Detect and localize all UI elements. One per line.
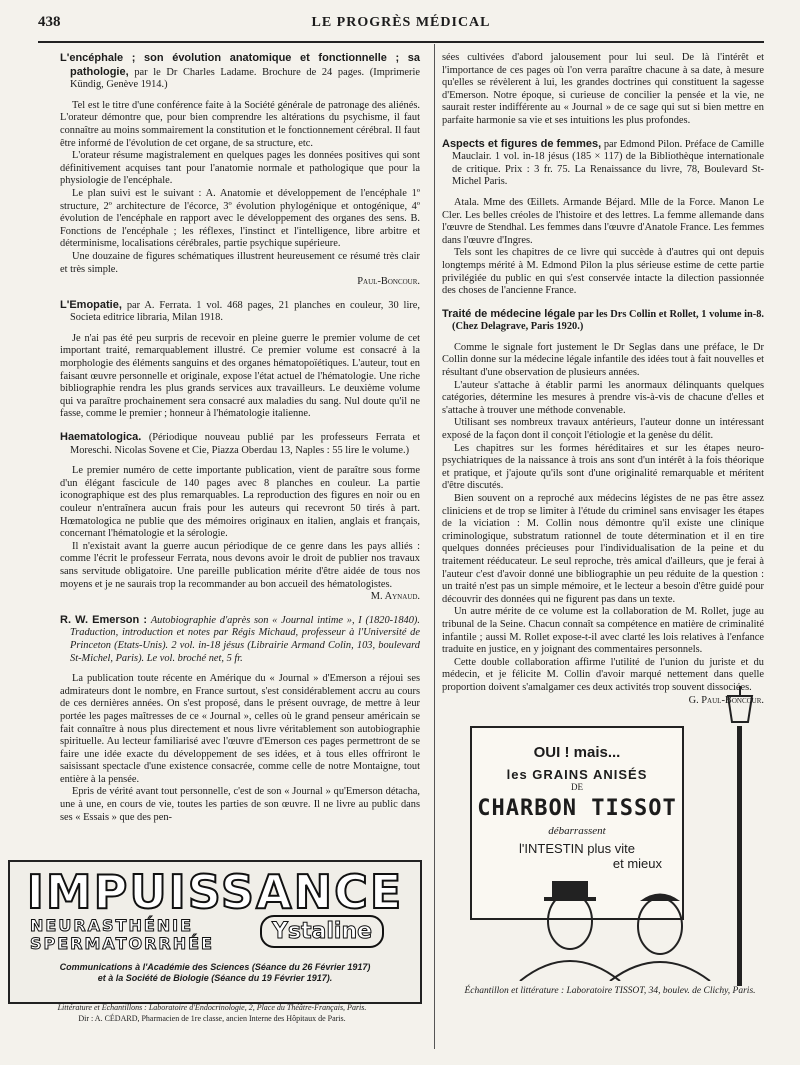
advert-brand: CHARBON TISSOT	[477, 796, 677, 821]
gentlemen-illustration	[490, 881, 730, 981]
paragraph: La publication toute récente en Amérique du « Journal » d'Emerson a réjoui ses admirateurs dont le nombre, en France surtout, s'est considérablement accru au cours de ces dernières années. On s'est proposé, dans le présent ouvrage, de mettre à leur portée les pages maîtresses de ce « Journal », celles où le grand penseur américain se fait connaître à nous plus directement et nous livre véritablement son autobiographie spirituelle. Au lecteur familiarisé avec l'œuvre d'Emerson ces pages permettront de se faire une idée exacte du développement de ses idées, et à tous elles offriront le saisissant spectacle d'une existence consacrée, comme celle de notre Montaigne, tout entière à la pensée.	[60, 673, 420, 785]
advert-line: débarrassent	[548, 825, 606, 837]
paragraph: Comme le signale fort justement le Dr Seglas dans une préface, le Dr Collin donne sur la médecine légale infantile des idées tout à fait nouvelles et résultant d'une observation de plusieurs années.	[442, 341, 764, 379]
paragraph: Utilisant ses nombreux travaux antérieurs, l'auteur donne un intéressant exposé de la façon dont il conçoit l'étiologie et la genèse du délit.	[442, 417, 764, 442]
paragraph: Il n'existait avant la guerre aucun périodique de ce genre dans les pays alliés : comme l'écrit le professeur Ferrata, nous devons avoir le droit de publier nos travaux sans servitude obligatoire. Une pareille publication mérite d'être aidée de tous nos moyens et je ne saurais trop la recommander au bon accueil des hématologistes.	[60, 540, 420, 590]
review-emopatie	[60, 299, 420, 325]
paragraph: sées cultivées d'abord jalousement pour lui seul. De là l'intérêt et l'importance de ces pages où l'on verra paraître chacune à sa date, à mesure qu'elles se révèlerent à lui, les grandes doctrines qui constituent la sagesse d'Emerson. Notre époque, si curieuse de concilier la pensée et la vie, ne saurait rester indifférente au « Journal » de ce sage qui sut si bien mettre en parfaite harmonie sa vie et ses intuitions les plus profondes.	[442, 52, 764, 126]
paragraph: Le premier numéro de cette importante publication, vient de paraître sous forme d'un élégant fascicule de 140 pages avec 8 planches en couleur. La partie iconographique est des plus remarquables. La reproduction des figures en noir ou en couleur n'entraînera aucun frais pour les auteurs qui recevront 50 tirés à part. Hœmatologica ne publie que des mémoires originaux en italien, anglais et français, concernant l'hématologie et la sérologie.	[60, 465, 420, 540]
advert-footer: Littérature et Echantillons : Laboratoire d'Endocrinologie, 2, Place du Théâtre-Français, Paris.	[57, 1003, 367, 1012]
entry-title: Aspects et figures de femmes,	[442, 137, 602, 150]
signature: Paul-Boncour.	[357, 276, 420, 288]
paragraph: Atala. Mme des Œillets. Armande Béjard. Mlle de la Force. Manon Le Cler. Les belles créoles de l'histoire et des lettres. La femme allemande dans l'œuvre de Stendhal. Les femmes dans l'œuvre d'Anatole France. Les femmes dans l'œuvre d'Ingres.	[442, 196, 764, 246]
advert-footer: Dir : A. CÉDARD, Pharmacien de 1re classe, ancien Interne des Hôpitaux de Paris.	[78, 1014, 346, 1023]
paragraph: Je n'ai pas été peu surpris de recevoir en pleine guerre le premier volume de cet important traité, remarquablement illustré. Ce premier volume est consacré à la morphologie des éléments sanguins et des organes hématopoïétiques. L'auteur, tout en faisant œuvre personnelle et originale, expose l'état actuel de l'hématologie. Une riche bibliographie rendra les plus grands services aux travailleurs. Le deuxième volume qui va paraître prochainement sera consacré aux maladies du sang. Nul doute qu'il ne fasse, comme le premier ; honneur à l'hématologie italienne.	[60, 332, 420, 420]
page-number: 438	[38, 14, 61, 30]
review-medecine-legale	[442, 308, 764, 334]
review-haematologica	[60, 431, 420, 457]
entry-meta: par les Drs Collin et Rollet, 1 volume in-8. (Chez Delagrave, Paris 1920.)	[452, 308, 764, 333]
advert-line: NEURASTHÉNIE	[30, 916, 194, 935]
paragraph: L'orateur résume magistralement en quelques pages les données positives qui sont définitivement acquises tant pour l'anatomie normale et pathologique que pour la physiologie de l'encéphale.	[60, 150, 420, 187]
advert-comm-line: et à la Société de Biologie (Séance du 19 Février 1917).	[97, 973, 333, 983]
paragraph: Les chapitres sur les formes héréditaires et sur les étapes neuro-psychiatriques de la naissance à trois ans sont d'un intérêt à la fois théorique et pratique, et j'ajoute qu'ils sont d'une originalité remarquable et méritent d'être discutés.	[442, 442, 764, 492]
paragraph: Un autre mérite de ce volume est la collaboration de M. Rollet, juge au tribunal de la Seine. Chacun connaît sa compétence en matière de criminalité infantile ; aussi M. Rollet expose-t-il avec clarté les lois relatives à l'enfance traduite en justice, en y joignant des commentaires personnels.	[442, 606, 764, 656]
advert-headline: IMPUISSANCE	[26, 865, 404, 919]
advert-line: l'INTESTIN plus vite	[519, 841, 635, 856]
advert-line: les GRAINS ANISÉS	[506, 767, 648, 782]
entry-title: Haematologica.	[60, 431, 142, 444]
paragraph: Tels sont les chapitres de ce livre qui succède à d'autres qui ont depuis longtemps mérité à M. Edmond Pilon la plus sérieuse estime de cette partie privilégiée du public en qui s'est conservée intacte la dilection passionnée des choses de l'ancienne France.	[442, 247, 764, 297]
review-emerson	[60, 614, 420, 665]
advert-brand: Ystaline	[260, 915, 384, 948]
paragraph: Bien souvent on a reproché aux médecins légistes de ne pas être assez cliniciens et de trop se limiter à l'étude du criminel sans envisager les étapes de la viciation : M. Collin nous démontre qu'il existe une clinique criminologique, substratum rationnel de toute détermination et il en tire quelques données précieuses pour l'individualisation de la peine et du traitement rééducateur. Le seul reproche, très amical d'ailleurs, que je ferai à l'auteur c'est d'avoir donné une bibliographie un peu réduite de la question : un traité n'est pas un simple mémoire, et le lecteur a besoin d'être guidé pour découvrir des données qui ne figurent pas dans un texte.	[442, 493, 764, 605]
signature: G. Paul-Boncour.	[688, 694, 764, 706]
entry-title: L'Emopatie,	[60, 298, 122, 311]
paragraph: Une douzaine de figures schématiques illustrent heureusement ce résumé très clair et très simple.	[60, 250, 420, 275]
column-divider	[434, 44, 435, 1049]
paragraph: Le plan suivi est le suivant : A. Anatomie et développement de l'encéphale 1º structure, 2º architecture de l'écorce, 3º évolution phylogénique et ontogénique, 4º évolution de l'encéphale en rapport avec le développement des organes des sens. B. Fonctions de l'encéphale ; les réflexes, l'instinct et l'intelligence, libre arbitre et déterminisme, localisations cérébrales, partie psychique supérieure.	[60, 187, 420, 250]
entry-title: Traité de médecine légale	[442, 307, 576, 320]
advert-footer: Échantillon et littérature : Laboratoire TISSOT, 34, boulev. de Clichy, Paris.	[464, 986, 756, 996]
journal-title: LE PROGRÈS MÉDICAL	[311, 15, 491, 30]
advert-line: OUI ! mais...	[533, 744, 621, 761]
advert-line: et mieux	[612, 856, 662, 871]
entry-meta: par A. Ferrata. 1 vol. 468 pages, 21 planches en couleur, 30 lire, Societa editrice libraria, Milan 1918.	[70, 299, 420, 324]
entry-meta: par le Dr Charles Ladame. Brochure de 24 pages. (Imprimerie Kündig, Genève 1914.)	[70, 66, 420, 91]
signature: M. Aynaud.	[370, 591, 420, 603]
paragraph: Epris de vérité avant tout personnelle, c'est de son « Journal » qu'Emerson détacha, une à une, en cours de vie, toutes les parties de son œuvre. Il ne livre au public dans ses « Essais » que des pen-	[60, 786, 420, 823]
header-rule	[38, 41, 764, 43]
entry-meta: par Edmond Pilon. Préface de Camille Mauclair. 1 vol. in-18 jésus (185 × 117) de la Bibliothèque internationale de critique. Prix : 3 fr. 75. La Renaissance du livre, 78, Boulevard St-Michel Paris.	[452, 138, 764, 188]
page-header	[38, 14, 764, 38]
advert-charbon-tissot	[440, 686, 766, 1036]
review-aspects-femmes	[442, 138, 764, 189]
advert-communications	[18, 962, 412, 984]
paragraph: Cette double collaboration affirme l'utilité de l'union du juriste et du médecin, et je félicite M. Collin d'avoir marqué nettement dans quelle proportion doivent s'amalgamer ces deux activités trop souvent dissociées.	[442, 656, 764, 693]
right-column	[442, 52, 764, 711]
paragraph: L'auteur s'attache à établir parmi les anormaux délinquants quelques catégories, détermine les mesures à prendre vis-à-vis de chacune d'elles et s'attache à trouver une méthode convenable.	[442, 379, 764, 416]
advert-line: DE	[571, 782, 583, 792]
advert-comm-line: Communications à l'Académie des Sciences (Séance du 26 Février 1917)	[59, 962, 371, 972]
review-encephale	[60, 52, 420, 92]
paragraph: Tel est le titre d'une conférence faite à la Société générale de patronage des aliénés. L'orateur démontre que, pour bien comprendre les altérations du psychisme, il faut connaître au moins sommairement la constitution et le fonctionnement cérébral. Il faut être informé de l'évolution de cet organe, de sa structure, etc.	[60, 99, 420, 149]
left-column	[60, 52, 420, 824]
entry-meta: (Périodique nouveau publié par les professeurs Ferrata et Moreschi. Nicolas Sovene et Cie, Piazza Oberdau 13, Naples : 55 lire le volume.)	[70, 432, 420, 456]
entry-meta: Autobiographie d'après son « Journal intime », I (1820-1840). Traduction, introduction et notes par Régis Michaud, professeur à l'Université de Princeton (Etats-Unis). 2 vol. in-18 jésus (Librairie Armand Colin, 103, boulevard St-Michel, Paris). Le vol. broché net, 5 fr.	[70, 614, 420, 664]
entry-title: L'encéphale ; son évolution anatomique et fonctionnelle ; sa pathologie,	[60, 52, 420, 78]
advert-line: SPERMATORRHÉE	[30, 934, 214, 953]
advert-ystaline	[8, 860, 422, 1004]
entry-title: R. W. Emerson :	[60, 613, 148, 626]
